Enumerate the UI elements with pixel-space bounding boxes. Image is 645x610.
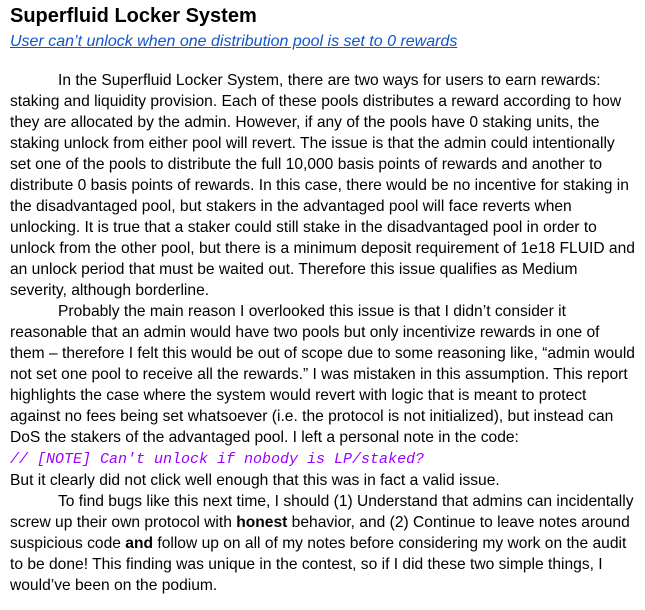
paragraph-3 bbox=[10, 491, 635, 596]
code-note: // [NOTE] Can't unlock if nobody is LP/staked? bbox=[10, 451, 425, 468]
paragraph-3-part-1: To find bugs like this next time, I should (1) Understand that admins can incidentally screw up their own protocol with bbox=[10, 493, 634, 531]
paragraph-2 bbox=[10, 301, 635, 491]
bold-and: and bbox=[125, 535, 154, 552]
document-body bbox=[10, 70, 635, 596]
paragraph-1: In the Superfluid Locker System, there are two ways for users to earn rewards: staking and liquidity provision. Each of these pools distributes a reward according to how they are allocated by the admin. However, if any of the pools have 0 staking units, the staking unlock from either pool will revert. The issue is that the admin could intentionally set one of the pools to distribute the full 10,000 basis points of rewards and another to distribute 0 basis points of rewards. In this case, there would be no incentive for staking in the disadvantaged pool, but stakers in the advantaged pool will face reverts when unlocking. It is true that a staker could still stake in the disadvantaged pool in order to unlock from the other pool, but there is a minimum deposit requirement of 1e18 FLUID and an unlock period that must be waited out. Therefore this issue qualifies as Medium severity, although borderline. bbox=[10, 72, 635, 299]
subtitle-link[interactable]: User can’t unlock when one distribution pool is set to 0 rewards bbox=[10, 33, 458, 50]
paragraph-2-text: Probably the main reason I overlooked this issue is that I didn’t consider it reasonable that an admin would have two pools but only incentivize rewards in one of them – therefore I felt this would be out of scope due to some reasoning like, “admin would not set one pool to receive all the rewards.” I was mistaken in this assumption. This report highlights the case where the system would revert with logic that is meant to protect against no fees being set whatsoever (i.e. the protocol is not initialized), but instead can DoS the stakers of the advantaged pool. I left a personal note in the code: bbox=[10, 303, 635, 446]
paragraph-3-part-2: behavior, and (2) Continue to leave notes around suspicious code bbox=[10, 514, 630, 552]
document-title: Superfluid Locker System bbox=[10, 5, 257, 27]
paragraph-2-end: But it clearly did not click well enough that this was in fact a valid issue. bbox=[10, 472, 500, 489]
bold-honest: honest bbox=[236, 514, 288, 531]
paragraph-3-part-3: follow up on all of my notes before considering my work on the audit to be done! This finding was unique in the contest, so if I did these two simple things, I would’ve been on the podium. bbox=[10, 535, 627, 594]
